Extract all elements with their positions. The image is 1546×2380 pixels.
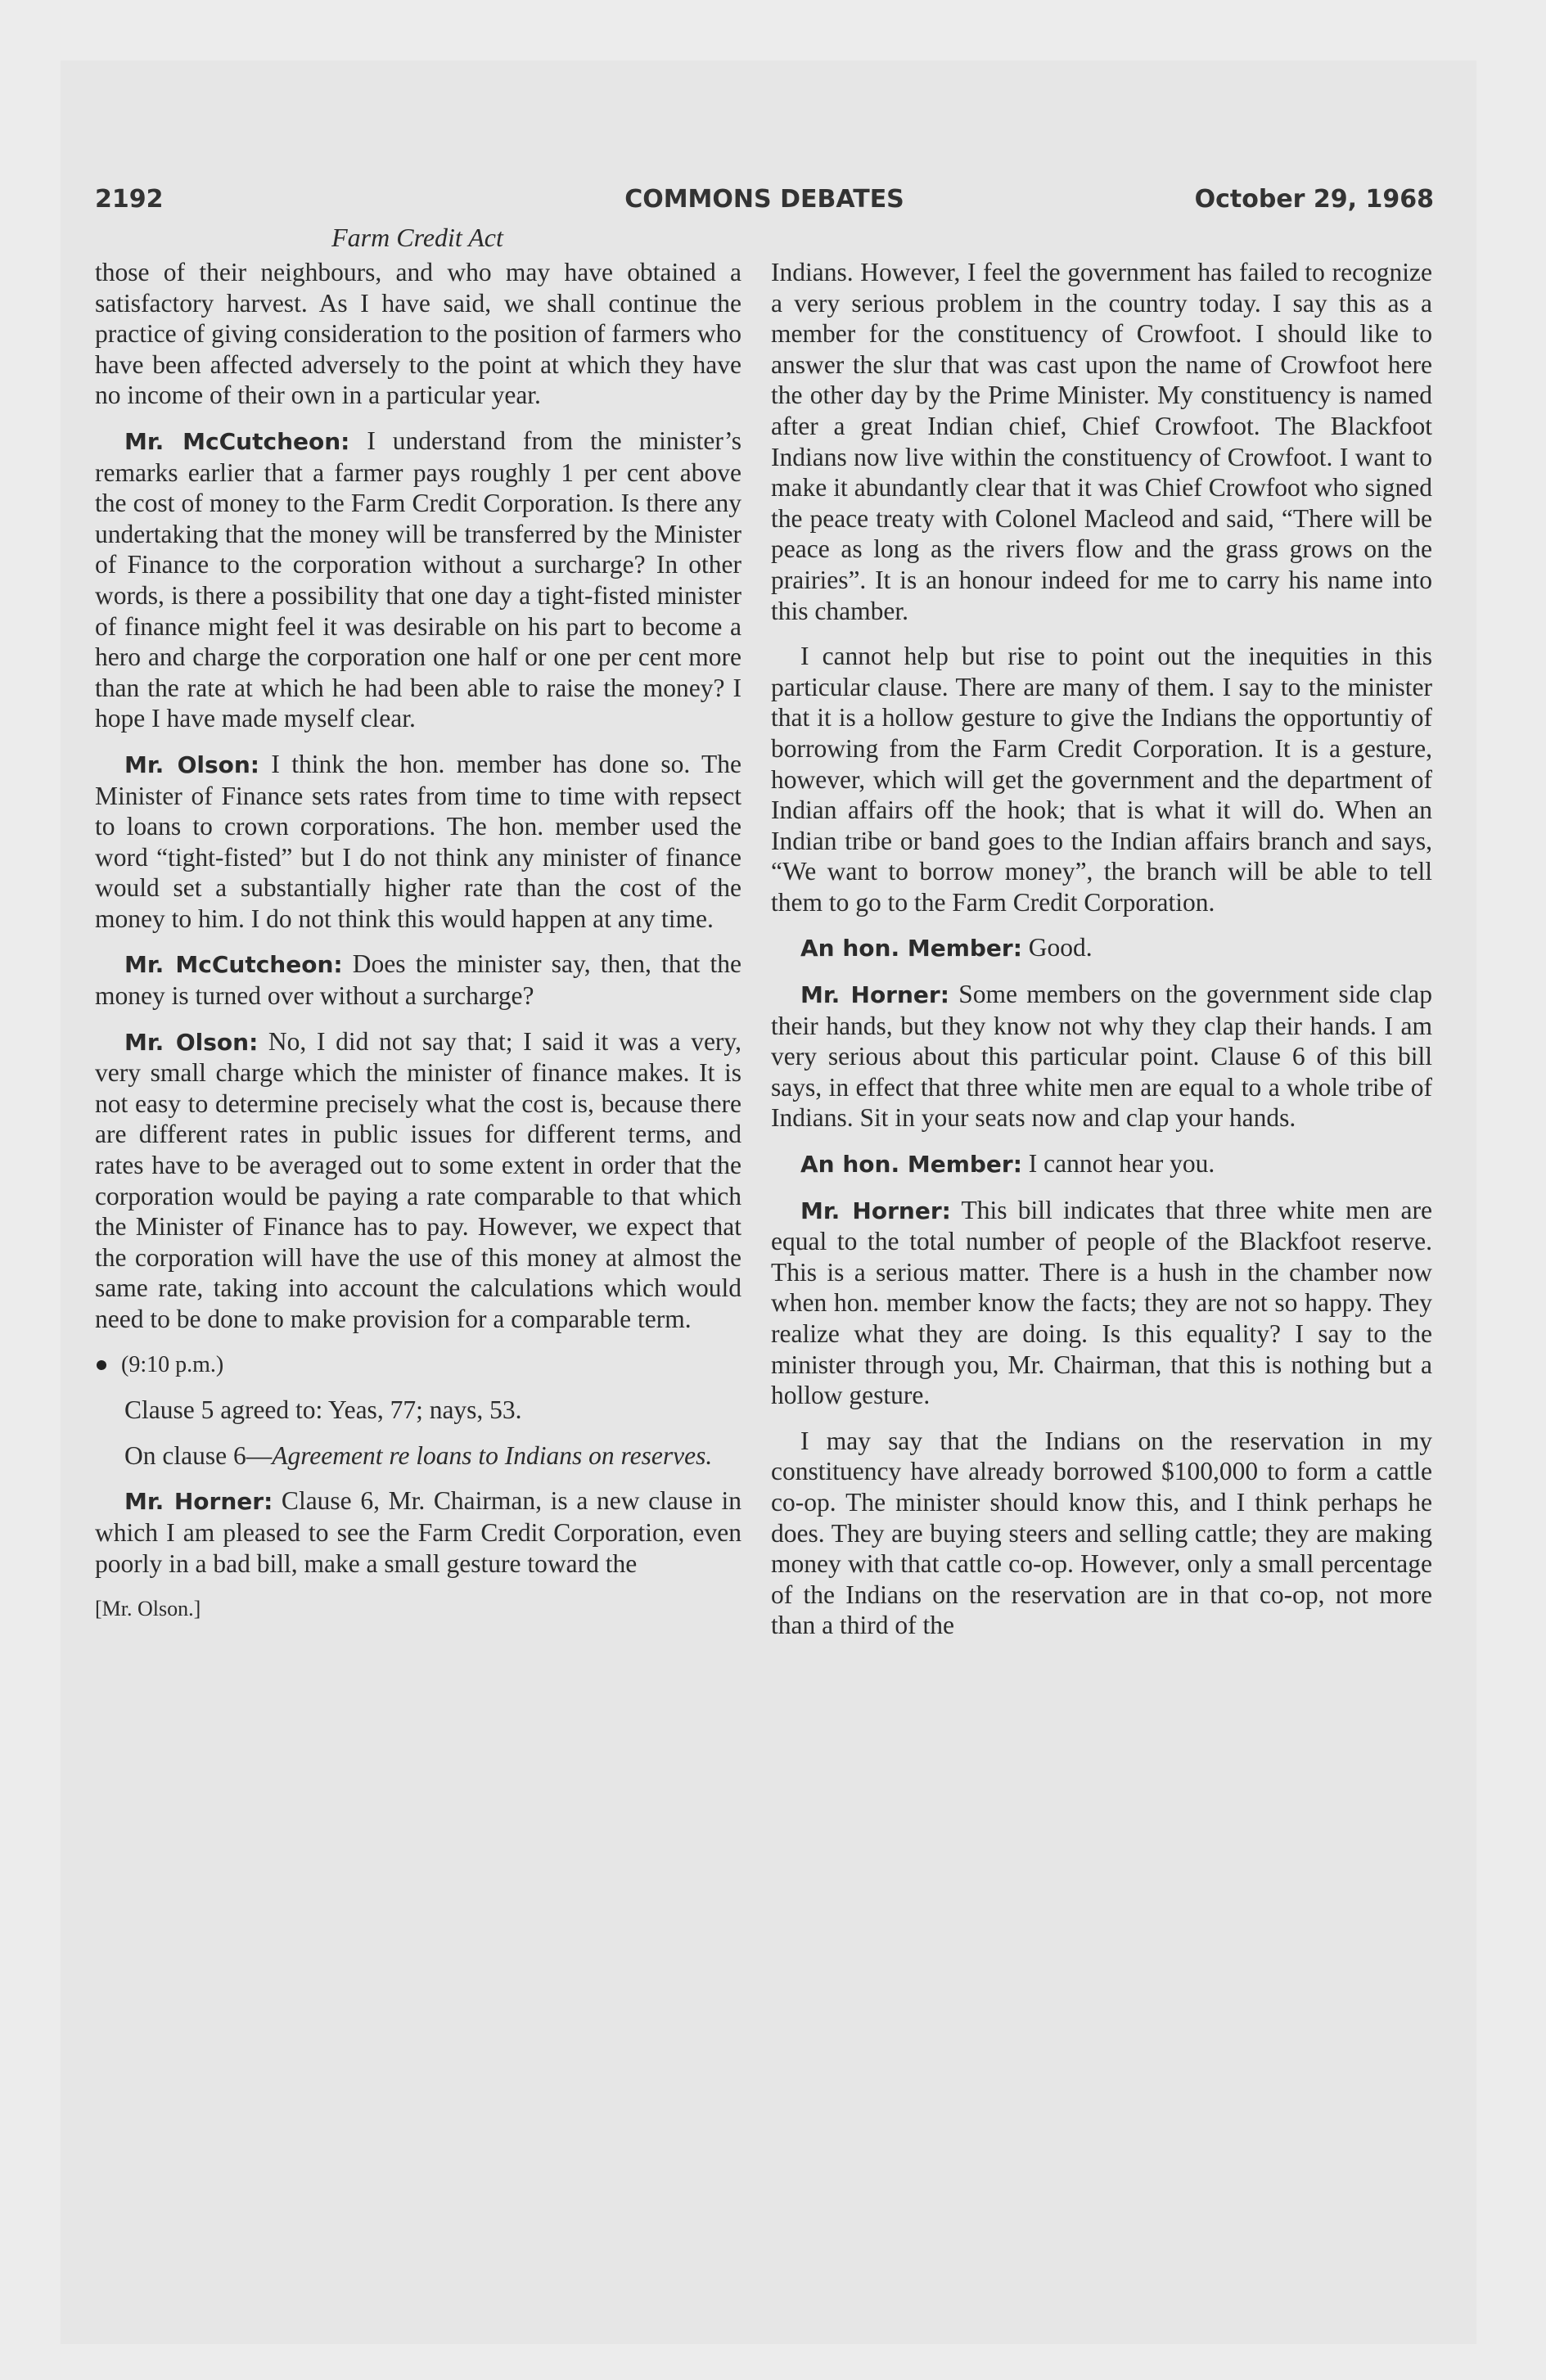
- speech-text: Some members on the government side clap their hands, but they know not why they clap their hands. I am very serious about this particular point. Clause 6 of this bill says, in effect that three white men are equal to a whole tribe of Indians. Sit in your seats now and clap your hands.: [771, 980, 1432, 1133]
- paragraph: [771, 1195, 1432, 1411]
- page-number: 2192: [95, 185, 164, 214]
- paragraph: I may say that the Indians on the reservation in my constituency have already borrowed $100,000 to form a cattle co-op. The minister should know this, and I think perhaps he does. They are buying steers and selling cattle; they are making money with that cattle co-op. However, only a small percentage of the Indians on the reservation are in that co-op, not more than a third of the: [771, 1426, 1432, 1640]
- speaker-name: Mr. Olson:: [124, 1028, 259, 1056]
- paragraph: those of their neighbours, and who may have obtained a satisfactory harvest. As I have said, we shall continue the practice of giving consideration to the position of farmers who have been affected adversely to the point at which they have no income of their own in a particular year.: [95, 258, 741, 410]
- clause-prefix: On clause 6—: [124, 1440, 273, 1470]
- paragraph: I cannot help but rise to point out the inequities in this particular clause. There are many of them. I say to the minister that it is a hollow gesture to give the Indians the opportuntiy of borrowing from the Farm Credit Corporation. It is a gesture, however, which will get the government and the department of Indian affairs off the hook; that is what it will do. When an Indian tribe or band goes to the Indian affairs branch and says, “We want to borrow money”, the branch will be able to tell them to go to the Farm Credit Corporation.: [771, 642, 1432, 917]
- publication-title: COMMONS DEBATES: [624, 185, 904, 214]
- page-header: [95, 185, 1434, 221]
- speech-text: I think the hon. member has done so. The Minister of Finance sets rates from time to time with repsect to loans to crown corporations. The hon. member used the word “tight-fisted” but I do not think any minister of finance would set a substantially higher rate than the cost of the money to him. I do not think this would happen at any time.: [95, 749, 741, 933]
- column-footer: [Mr. Olson.]: [95, 1597, 201, 1621]
- paragraph: [771, 1148, 1432, 1180]
- speech-text: This bill indicates that three white men are equal to the total number of people of the Blackfoot reserve. This is a serious matter. There is a hush in the chamber now when hon. member know the facts; they are not so happy. They realize what they are doing. Is this equality? I say to the minister through you, Mr. Chairman, that this is nothing but a hollow gesture.: [771, 1195, 1432, 1410]
- speech-text: No, I did not say that; I said it was a very, very small charge which the minister of finance makes. It is not easy to determine precisely what the cost is, because there are different rates in public issues for different terms, and rates have to be averaged out to some extent in order that the corporation would be paying a rate comparable to that which the Minister of Finance has to pay. However, we expect that the corporation will have the use of this money at almost the same rate, taking into account the calculations which would need to be done to make provision for a comparable term.: [95, 1026, 741, 1333]
- paragraph: Indians. However, I feel the government has failed to recognize a very serious problem in the country today. I say this as a member for the constituency of Crowfoot. I should like to answer the slur that was cast upon the name of Crowfoot here the other day by the Prime Minister. My constituency is named after a great Indian chief, Chief Crowfoot. The Blackfoot Indians now live within the constituency of Crowfoot. I want to make it abundantly clear that it was Chief Crowfoot who signed the peace treaty with Colonel Macleod and said, “There will be peace as long as the rivers flow and the grass grows on the prairies”. It is an honour indeed for me to carry his name into this chamber.: [771, 258, 1432, 625]
- section-subheading: Farm Credit Act: [331, 223, 503, 252]
- paragraph: [771, 932, 1432, 964]
- speaker-name: Mr. Horner:: [800, 981, 949, 1009]
- page-date: October 29, 1968: [1194, 185, 1434, 214]
- speaker-name: An hon. Member:: [800, 935, 1022, 962]
- speaker-name: Mr. McCutcheon:: [124, 427, 350, 455]
- speaker-name: An hon. Member:: [800, 1151, 1022, 1179]
- paragraph: [95, 1026, 741, 1335]
- speaker-name: Mr. Olson:: [124, 751, 260, 778]
- time-marker: [95, 1350, 741, 1381]
- paragraph: Clause 5 agreed to: Yeas, 77; nays, 53.: [124, 1395, 522, 1425]
- paragraph: [95, 1485, 741, 1579]
- right-column: [771, 257, 1432, 1656]
- speech-text: I cannot hear you.: [1021, 1149, 1215, 1179]
- paragraph: [771, 979, 1432, 1134]
- speaker-name: Mr. Horner:: [124, 1488, 273, 1516]
- bullet-icon: [97, 1360, 106, 1370]
- clause-title: Agreement re loans to Indians on reserves.: [272, 1440, 713, 1470]
- paragraph: [95, 949, 741, 1011]
- speech-text: Good.: [1021, 933, 1093, 962]
- left-column: [95, 257, 741, 1639]
- paragraph: [95, 1440, 741, 1472]
- speech-text: Clause 6, Mr. Chairman, is a new clause in which I am pleased to see the Farm Credit Corporation, even poorly in a bad bill, make a small gesture toward the: [95, 1486, 741, 1578]
- paragraph: [95, 426, 741, 734]
- speaker-name: Mr. Horner:: [800, 1197, 951, 1224]
- time-text: (9:10 p.m.): [121, 1351, 224, 1377]
- speech-text: I understand from the minister’s remarks earlier that a farmer pays roughly 1 per cent above the cost of money to the Farm Credit Corporation. Is there any undertaking that the money will be transferred by the Minister of Finance to the corporation without a surcharge? In other words, is there a possibility that one day a tight-fisted minister of finance might feel it was desirable on his part to become a hero and charge the corporation one half or one per cent more than the rate at which he had been able to raise the money? I hope I have made myself clear.: [95, 426, 741, 733]
- speech-text: Does the minister say, then, that the money is turned over without a surcharge?: [95, 949, 741, 1011]
- speaker-name: Mr. McCutcheon:: [124, 951, 343, 979]
- paragraph: [95, 749, 741, 935]
